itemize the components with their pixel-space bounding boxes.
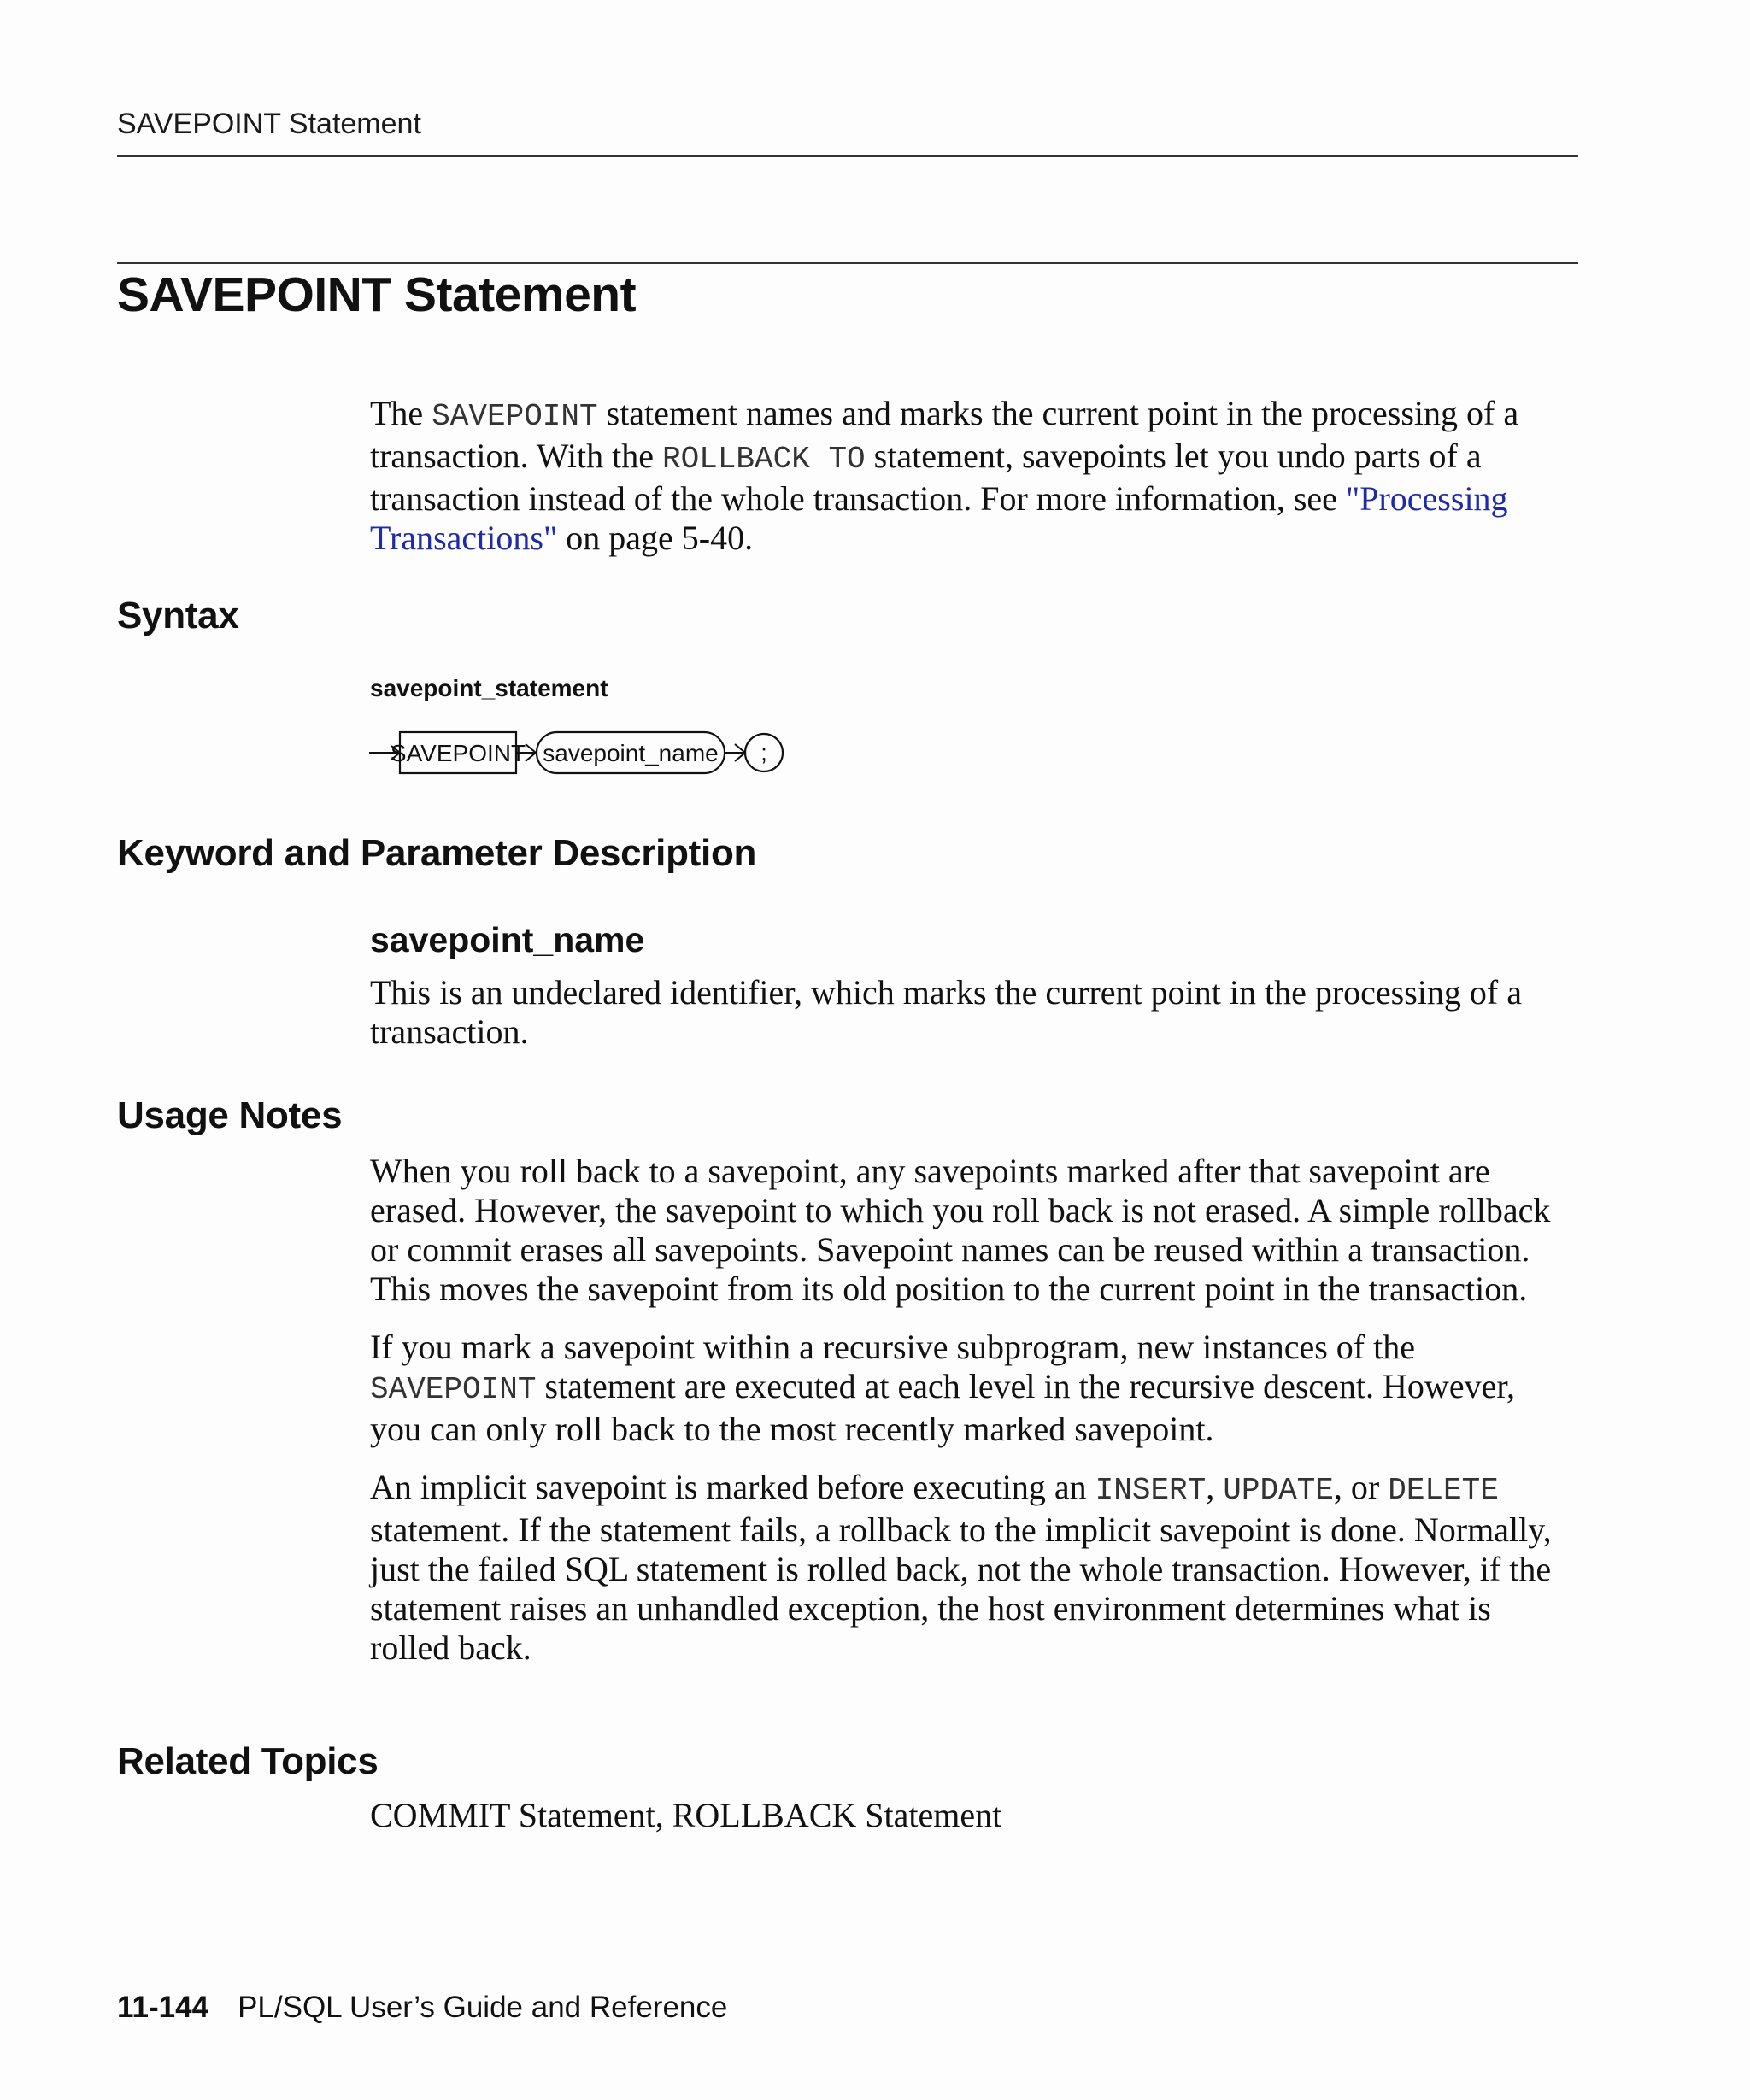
diagram-label: savepoint_statement: [370, 675, 608, 701]
param-text: savepoint_name: [543, 740, 719, 766]
code-rollback-to: ROLLBACK TO: [662, 442, 866, 477]
keyword-heading: Keyword and Parameter Description: [117, 832, 757, 874]
usage-heading: Usage Notes: [117, 1094, 343, 1136]
keyword-text: SAVEPOINT: [390, 740, 526, 766]
code-delete: DELETE: [1388, 1473, 1499, 1508]
header-rule: [117, 155, 1578, 157]
terminator-text: ;: [760, 739, 767, 766]
usage-notes: [370, 1152, 1575, 1668]
running-header: SAVEPOINT Statement: [117, 108, 421, 140]
syntax-heading: Syntax: [117, 595, 239, 636]
code-insert: INSERT: [1095, 1473, 1207, 1508]
related-topics: COMMIT Statement, ROLLBACK Statement: [370, 1796, 1002, 1834]
connector-arrow-2: [725, 744, 745, 761]
syntax-diagram: [366, 723, 827, 783]
code-savepoint: SAVEPOINT: [432, 399, 598, 434]
page-title: SAVEPOINT Statement: [117, 267, 637, 322]
code-savepoint-2: SAVEPOINT: [370, 1372, 537, 1407]
processing-transactions-link[interactable]: "Processing Transactions": [370, 479, 1508, 557]
param-name: savepoint_name: [370, 920, 645, 959]
usage-paragraph-1: When you roll back to a savepoint, any savepoints marked after that savepoint are erased. However, the savepoint to which you roll back is not erased. A simple rollback or commit erases all savepoints. Savepoint names can be reused within a transaction. This moves the savepoint from its old position to the current point in the transaction.: [370, 1152, 1551, 1308]
usage-paragraph-2: If you mark a savepoint within a recursive subprogram, new instances of the SAVEPOINT statement are executed at each level in the recursive descent. However, you can only roll back to the most recently marked savepoint.: [370, 1328, 1516, 1448]
related-heading: Related Topics: [117, 1740, 379, 1782]
param-description: This is an undeclared identifier, which marks the current point in the processing of a transaction.: [370, 973, 1522, 1051]
page-footer: [117, 1991, 727, 2025]
title-rule: [117, 262, 1578, 264]
book-title: PL/SQL User’s Guide and Reference: [238, 1991, 728, 2024]
code-update: UPDATE: [1223, 1473, 1334, 1508]
usage-paragraph-3: An implicit savepoint is marked before executing an INSERT, UPDATE, or DELETE statement. If the statement fails, a rollback to the implicit savepoint is done. Normally, just the failed SQL statement is rolled back, not the whole transaction. However, if the statement raises an unhandled exception, the host environment determines what is rolled back.: [370, 1468, 1552, 1667]
page-number: 11-144: [117, 1991, 209, 2024]
intro-paragraph: The SAVEPOINT statement names and marks the current point in the processing of a transaction. With the ROLLBACK TO statement, savepoints let you undo parts of a transaction instead of the whole transaction. For more information, see "Processing Transactions" on page 5-40.: [370, 394, 1519, 557]
